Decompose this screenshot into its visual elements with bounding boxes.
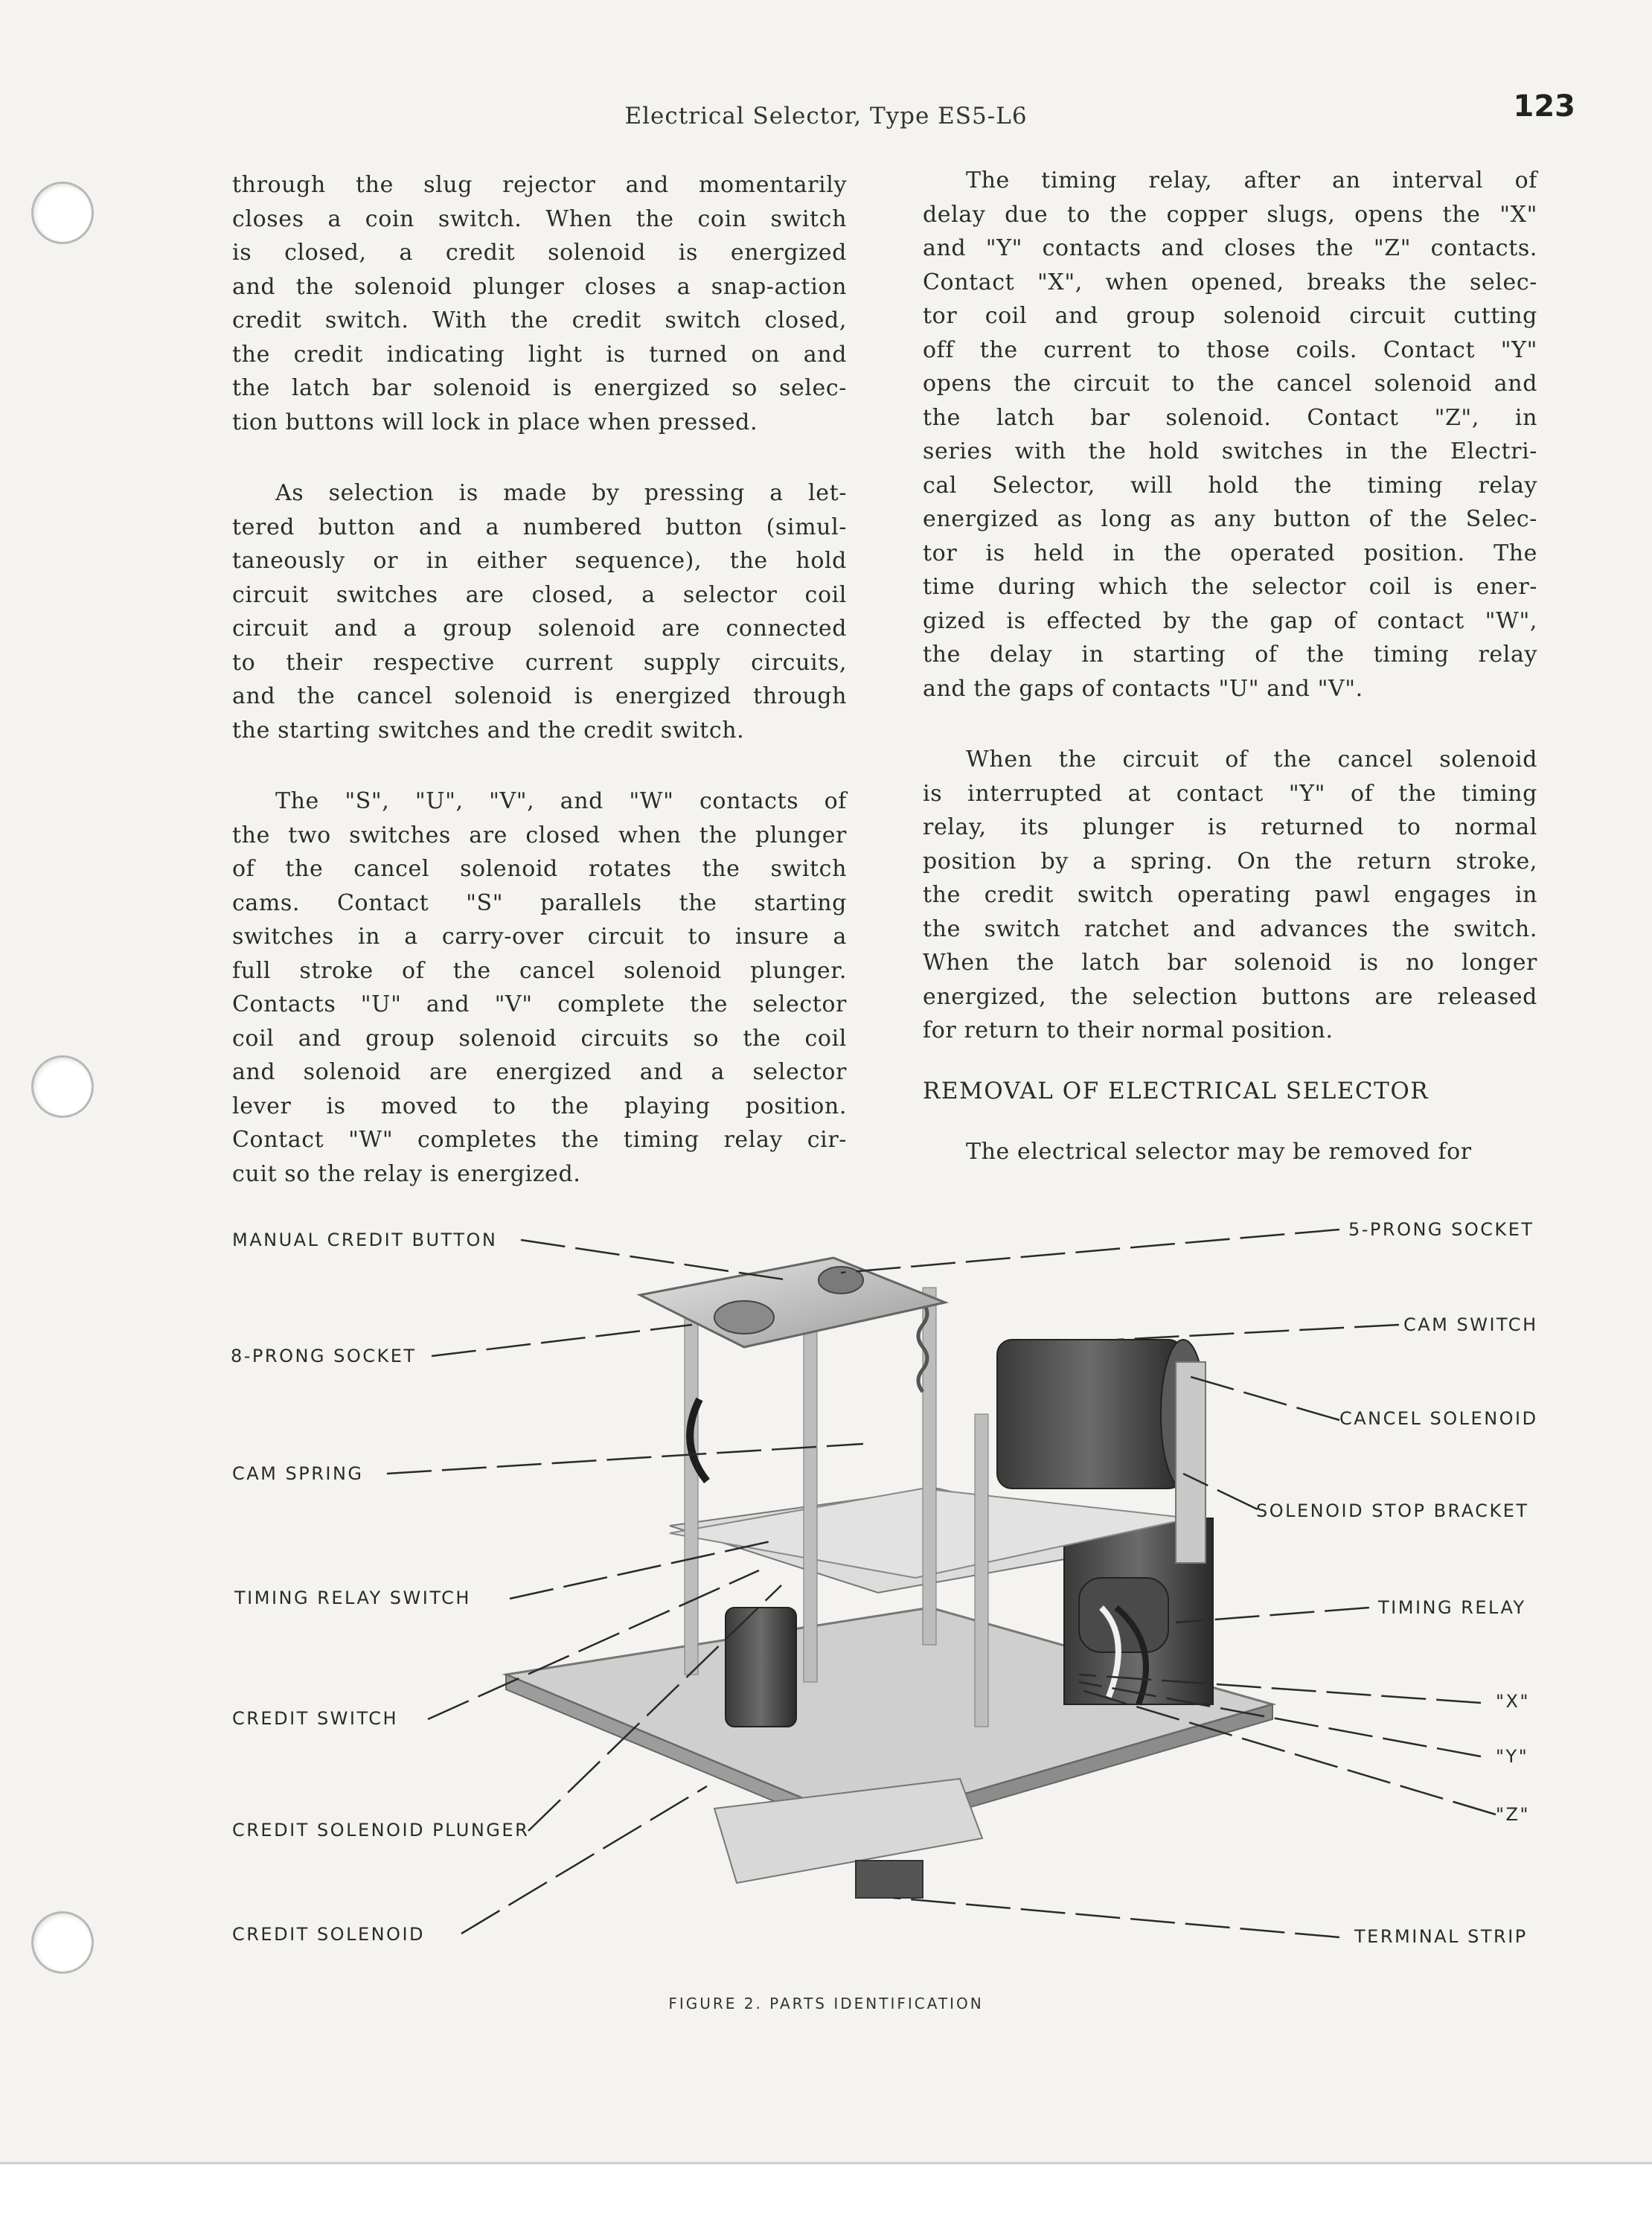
text-line: lever is moved to the playing position. <box>232 1093 847 1119</box>
text-line: the latch bar solenoid is energized so selec- <box>232 375 847 401</box>
text-line: tered button and a numbered button (simul- <box>232 514 847 540</box>
text-line: tor is held in the operated position. The <box>923 540 1537 566</box>
text-line: closes a coin switch. When the coin switch <box>232 205 847 232</box>
text-line: and "Y" contacts and closes the "Z" contacts. <box>923 235 1537 261</box>
binder-hole-middle <box>31 1055 94 1118</box>
text-line: to their respective current supply circuits, <box>232 649 847 676</box>
binder-hole-top <box>31 182 94 244</box>
cancel-solenoid <box>997 1340 1183 1489</box>
callout-solenoid-stop-bracket: SOLENOID STOP BRACKET <box>1256 1500 1529 1521</box>
callout-manual-credit-button: MANUAL CREDIT BUTTON <box>232 1230 498 1250</box>
section-heading: REMOVAL OF ELECTRICAL SELECTOR <box>923 1077 1430 1104</box>
text-line: and the gaps of contacts "U" and "V". <box>923 675 1363 702</box>
callout-contact-x: "X" <box>1496 1691 1531 1712</box>
text-line: When the circuit of the cancel solenoid <box>966 746 1537 773</box>
callout-timing-relay-switch: TIMING RELAY SWITCH <box>234 1587 471 1608</box>
text-line: Contacts "U" and "V" complete the selector <box>232 991 847 1017</box>
text-line: the credit switch operating pawl engages in <box>923 882 1537 908</box>
text-line: Contact "W" completes the timing relay cir- <box>232 1127 847 1153</box>
text-line: the latch bar solenoid. Contact "Z", in <box>923 404 1537 431</box>
text-line: and the cancel solenoid is energized through <box>232 683 847 709</box>
text-line: circuit and a group solenoid are connected <box>232 615 847 642</box>
callout-five-prong-socket: 5-PRONG SOCKET <box>1348 1219 1534 1240</box>
text-line: switches in a carry-over circuit to insure a <box>232 924 847 950</box>
text-line: off the current to those coils. Contact "Y" <box>923 336 1537 363</box>
text-line: As selection is made by pressing a let- <box>275 480 847 506</box>
text-line: is closed, a credit solenoid is energized <box>232 240 847 266</box>
text-line: Contact "X", when opened, breaks the selec- <box>923 269 1537 295</box>
text-line: position by a spring. On the return stroke, <box>923 848 1537 875</box>
text-line: the delay in starting of the timing relay <box>923 642 1537 668</box>
callout-eight-prong-socket: 8-PRONG SOCKET <box>231 1346 417 1366</box>
text-line: tor coil and group solenoid circuit cutting <box>923 303 1537 329</box>
callout-cancel-solenoid: CANCEL SOLENOID <box>1339 1408 1538 1429</box>
text-line: series with the hold switches in the Electri- <box>923 438 1537 464</box>
text-line: The electrical selector may be removed for <box>966 1139 1472 1165</box>
left-column <box>232 168 847 1191</box>
text-line: cal Selector, will hold the timing relay <box>923 472 1537 499</box>
text-line: the two switches are closed when the plunger <box>232 822 847 848</box>
callout-terminal-strip: TERMINAL STRIP <box>1354 1926 1528 1947</box>
terminal-strip <box>856 1861 923 1898</box>
callout-credit-switch: CREDIT SWITCH <box>232 1708 399 1729</box>
callout-credit-solenoid: CREDIT SOLENOID <box>232 1924 426 1945</box>
text-line: and the solenoid plunger closes a snap-action <box>232 273 847 300</box>
text-line: gized is effected by the gap of contact "W", <box>923 607 1537 634</box>
solenoid-stop-bracket <box>1176 1362 1206 1563</box>
callout-contact-y: "Y" <box>1496 1746 1529 1767</box>
eight-prong-socket <box>714 1301 774 1334</box>
text-line: the switch ratchet and advances the switch. <box>923 915 1537 942</box>
text-line: The timing relay, after an interval of <box>966 167 1537 194</box>
text-line: The "S", "U", "V", and "W" contacts of <box>275 788 847 814</box>
text-line: coil and group solenoid circuits so the coil <box>232 1025 847 1052</box>
callout-cam-spring: CAM SPRING <box>232 1463 364 1484</box>
text-line: full stroke of the cancel solenoid plunger. <box>232 957 847 984</box>
right-column <box>923 164 1537 1169</box>
callout-contact-z: "Z" <box>1496 1804 1531 1825</box>
text-line: tion buttons will lock in place when pressed. <box>232 409 758 435</box>
text-line: taneously or in either sequence), the hold <box>232 548 847 574</box>
callout-cam-switch: CAM SWITCH <box>1403 1314 1538 1335</box>
callout-timing-relay: TIMING RELAY <box>1378 1597 1526 1618</box>
text-line: circuit switches are closed, a selector coil <box>232 581 847 608</box>
text-line: the credit indicating light is turned on and <box>232 341 847 368</box>
text-line: relay, its plunger is returned to normal <box>923 814 1537 840</box>
text-line: and solenoid are energized and a selector <box>232 1059 847 1085</box>
text-line: is interrupted at contact "Y" of the timing <box>923 780 1537 807</box>
text-line: time during which the selector coil is ener- <box>923 574 1537 600</box>
text-line: When the latch bar solenoid is no longer <box>923 950 1537 976</box>
running-head: Electrical Selector, Type ES5-L6 <box>624 103 1028 130</box>
text-line: credit switch. With the credit switch closed, <box>232 307 847 333</box>
parts-identification-figure <box>0 1191 1652 2024</box>
text-line: cuit so the relay is energized. <box>232 1160 581 1187</box>
text-line: opens the circuit to the cancel solenoid and <box>923 371 1537 397</box>
page-bottom-edge <box>0 2162 1652 2235</box>
text-line: energized, the selection buttons are released <box>923 983 1537 1010</box>
text-line: of the cancel solenoid rotates the switch <box>232 856 847 882</box>
text-line: energized as long as any button of the Selec- <box>923 506 1537 532</box>
figure-caption: FIGURE 2. PARTS IDENTIFICATION <box>668 1995 984 2012</box>
callout-credit-solenoid-plunger: CREDIT SOLENOID PLUNGER <box>232 1820 530 1841</box>
text-line: for return to their normal position. <box>923 1017 1334 1043</box>
text-line: delay due to the copper slugs, opens the "X" <box>923 201 1537 228</box>
text-line: through the slug rejector and momentarily <box>232 172 847 198</box>
credit-solenoid <box>726 1608 796 1727</box>
page-number: 123 <box>1513 89 1575 124</box>
text-line: cams. Contact "S" parallels the starting <box>232 889 847 916</box>
text-line: the starting switches and the credit switch. <box>232 717 745 744</box>
